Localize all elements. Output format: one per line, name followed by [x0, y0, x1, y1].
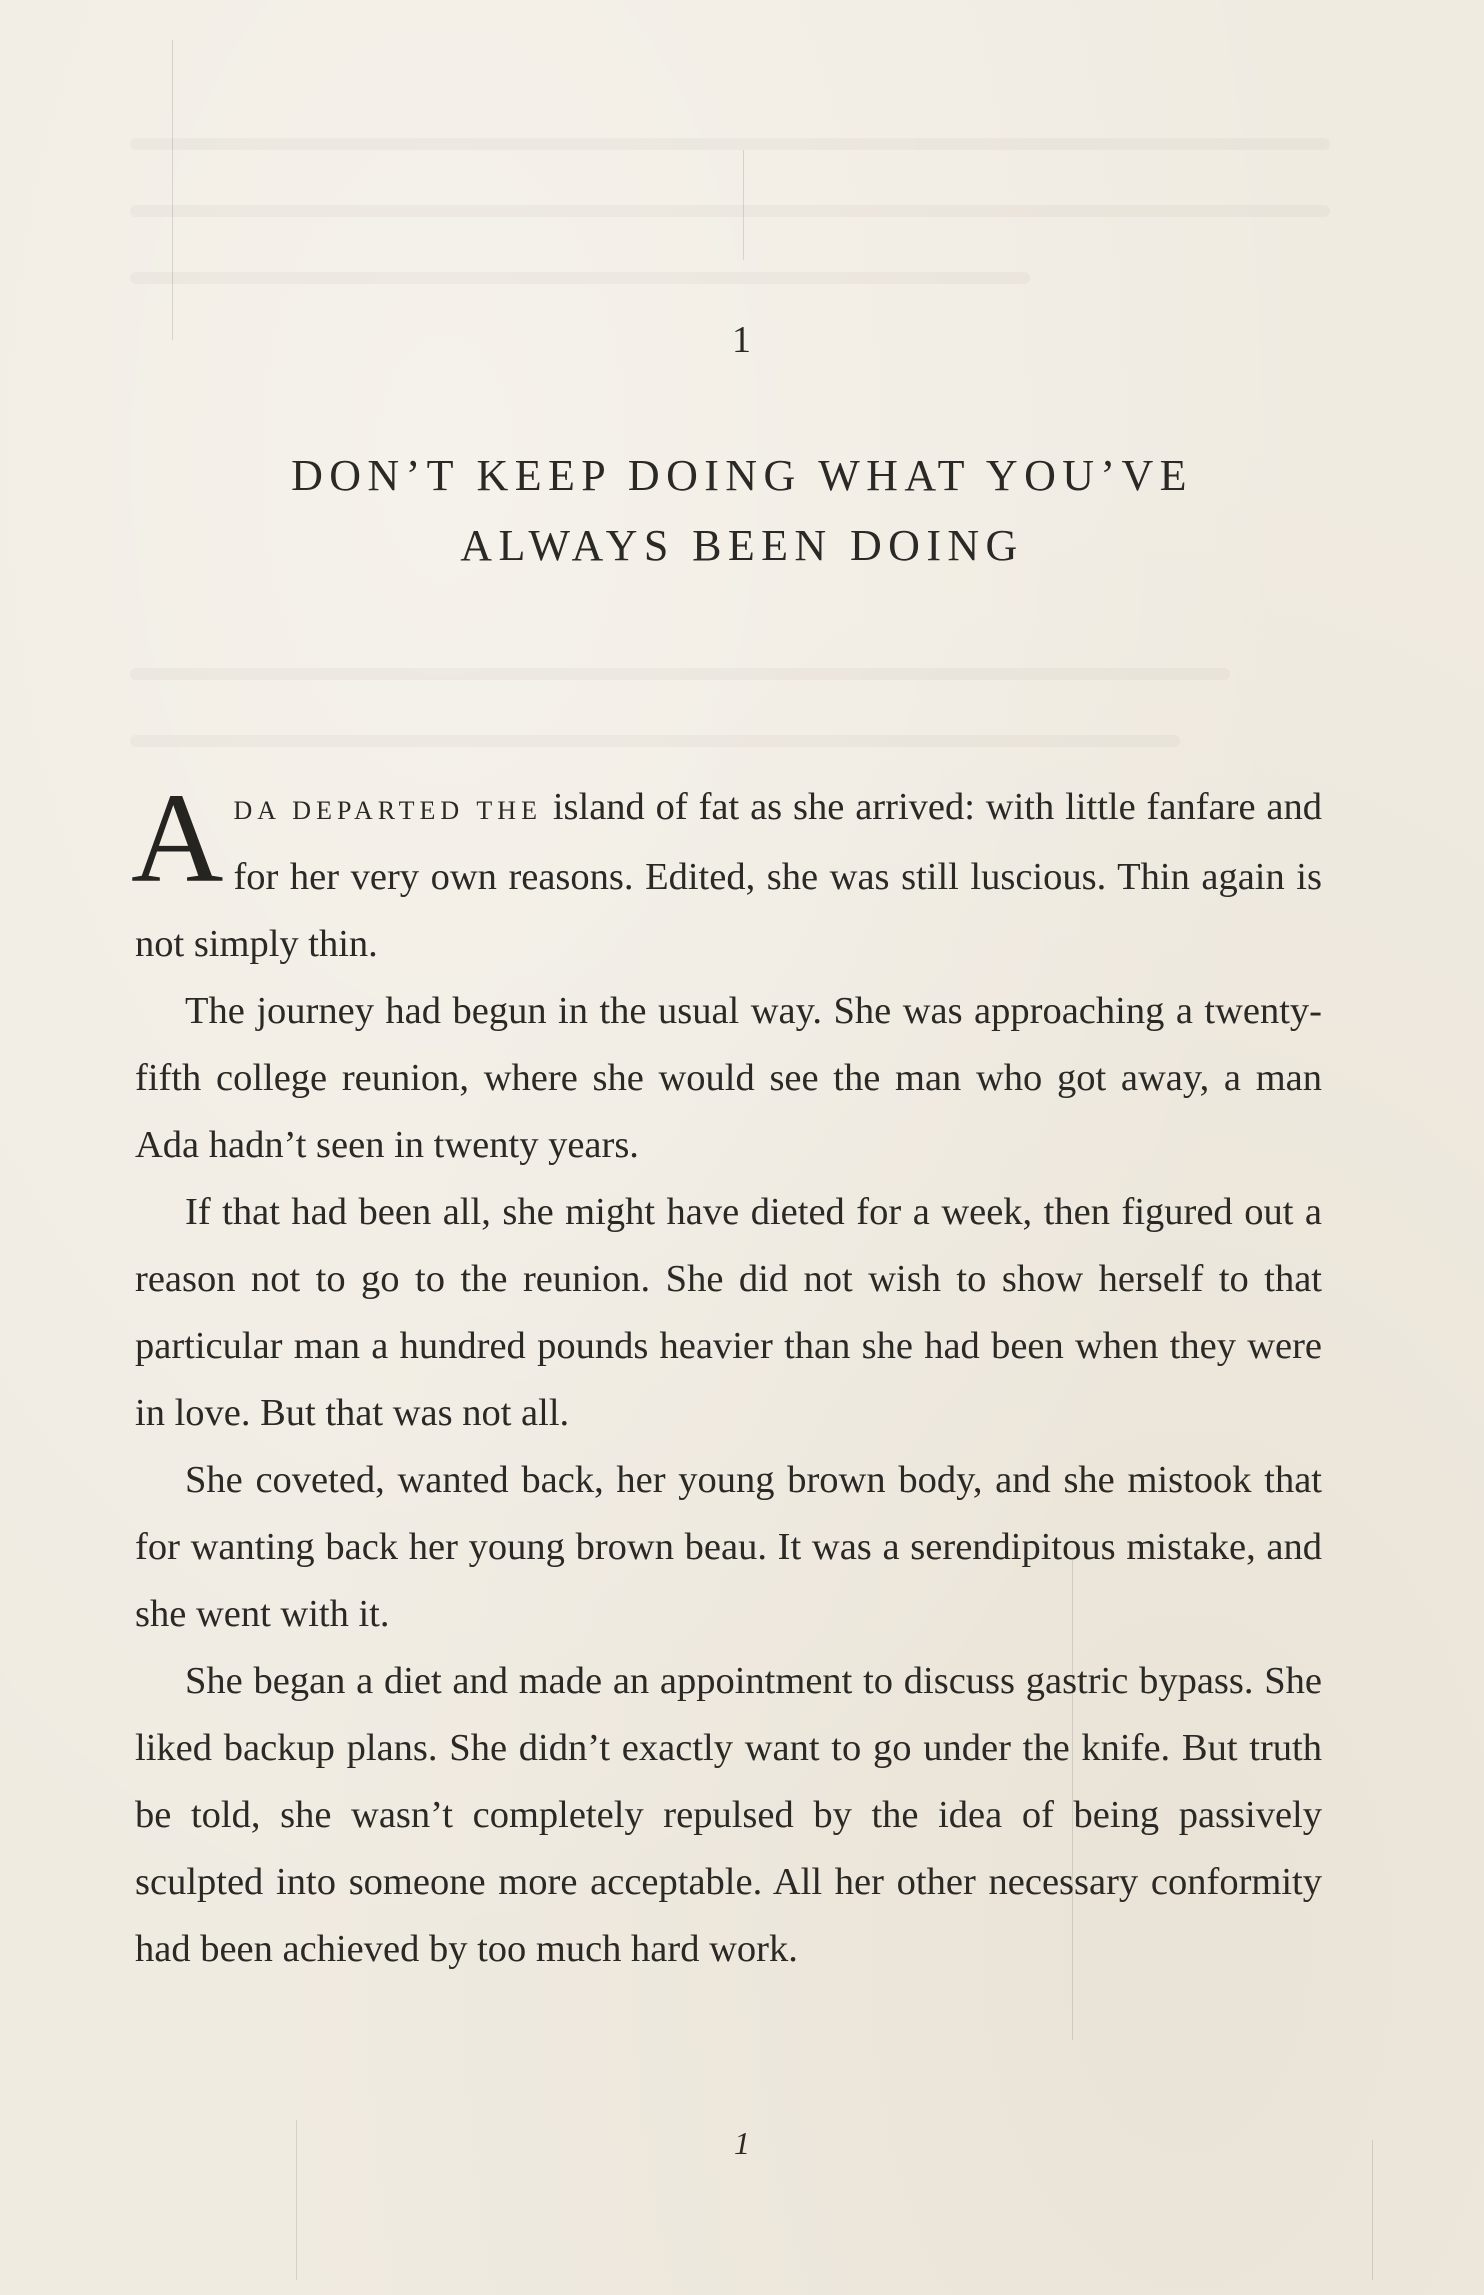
paper-crease — [172, 40, 173, 340]
paragraph-5: She began a diet and made an appointment to discuss gastric bypass. She liked backup plans. She didn’t exactly want to go under the knife. But truth be told, she wasn’t completely repulsed by the idea of being passively sculpted into someone more acceptable. All her other necessary conformity had been achieved by too much hard work. — [135, 1660, 1322, 1970]
paragraph-2: The journey had begun in the usual way. She was approaching a twenty-fifth college reunion, where she would see the man who got away, a man Ada hadn’t seen in twenty years. — [135, 990, 1322, 1166]
show-through-line — [130, 668, 1230, 680]
page-number: 1 — [734, 2125, 750, 2161]
show-through-line — [130, 205, 1330, 217]
chapter-title-line-1: DON’T KEEP DOING WHAT YOU’VE — [291, 451, 1193, 500]
opening-small-caps: DA DEPARTED THE — [233, 796, 542, 825]
chapter-title — [0, 441, 1484, 581]
drop-cap: A — [131, 767, 224, 909]
show-through-line — [130, 138, 1330, 150]
show-through-line — [130, 272, 1030, 284]
paragraph-1 — [131, 767, 1322, 978]
paragraph-4: She coveted, wanted back, her young brown body, and she mistook that for wanting back her young brown beau. It was a serendipitous mistake, and she went with it. — [135, 1459, 1322, 1635]
chapter-title-line-2: ALWAYS BEEN DOING — [460, 521, 1024, 570]
paragraph-3: If that had been all, she might have dieted for a week, then figured out a reason not to go to the reunion. She did not wish to show herself to that particular man a hundred pounds heavier than she had been when they were in love. But that was not all. — [135, 1191, 1322, 1434]
paragraph-1-text: island of fat as she arrived: with little fanfare and for her very own reasons. Edited, she was still luscious. Thin again is not simply thin. — [135, 786, 1322, 965]
chapter-body — [131, 767, 1322, 1983]
paper-crease — [743, 150, 744, 260]
chapter-number: 1 — [732, 319, 752, 361]
show-through-line — [130, 735, 1180, 747]
